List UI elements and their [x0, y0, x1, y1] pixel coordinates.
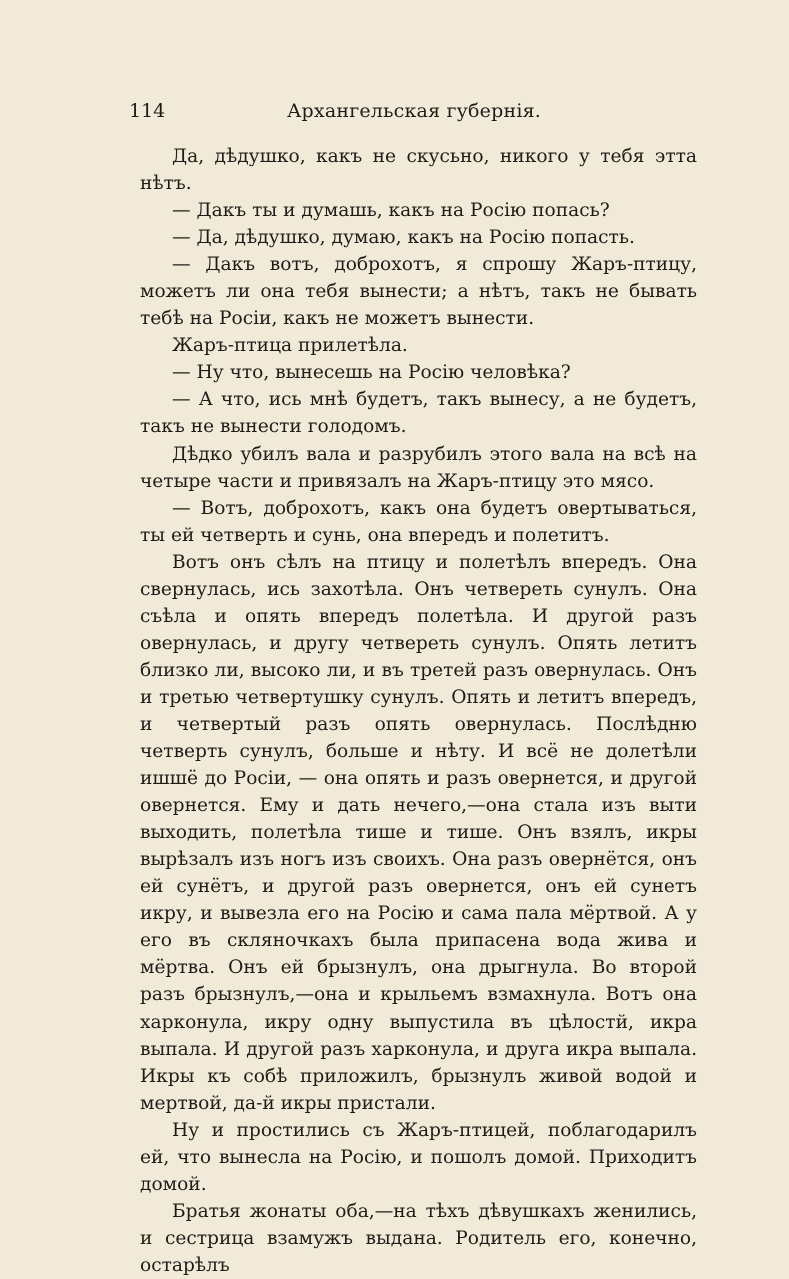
paragraph: — Дакъ вотъ, доброхотъ, я спрошу Жаръ-птицу, можетъ ли она тебя вынести; а нѣтъ, такъ не бывать тебѣ на Росiи, какъ не можетъ вынести. [140, 254, 697, 330]
page-number: 114 [129, 100, 166, 122]
running-title: Архангельская губернiя. [286, 100, 542, 122]
body-text [140, 143, 697, 1279]
paragraph: — Ну что, вынесешь на Росiю человѣка? [172, 362, 571, 384]
paragraph: Ну и простились съ Жаръ-птицей, поблагодарилъ ей, что вынесла на Росiю, и пошолъ домой. Приходитъ домой. [140, 1119, 697, 1195]
paragraph: — Дакъ ты и думашь, какъ на Росiю попась? [172, 200, 610, 222]
paragraph: Вотъ онъ сѣлъ на птицу и полетѣлъ впередъ. Она свернулась, ись захотѣла. Онъ четвереть сунулъ. Она съѣла и опять впередъ полетѣла. И другой разъ овернулась, и другу четвереть сунулъ. Опять летитъ близко ли, высоко ли, и въ третей разъ овернулась. Онъ и третью четвертушку сунулъ. Опять и летитъ впередъ, и четвертый разъ опять овернулась. Послѣдню четверть сунулъ, больше и нѣту. И всё не долетѣли ишшё до Росiи, — она опять и разъ овернется, и другой овернется. Ему и дать нечего,—она стала изъ выти выходить, полетѣла тише и тише. Онъ взялъ, икры вырѣзалъ изъ ногъ изъ своихъ. Она разъ овернётся, онъ ей сунётъ, и другой разъ овернется, онъ ей сунетъ икру, и вывезла его на Росiю и сама пала мёртвой. А у его въ скляночкахъ была припасена вода жива и мёртва. Онъ ей брызнулъ, она дрыгнула. Во второй разъ брызнулъ,—она и крыльемъ взмахнула. Вотъ она харконула, икру одну выпустила въ цѣлостй, икра выпала. И другой разъ харконула, и друга икра выпала. Икры къ собѣ приложилъ, брызнулъ живой водой и мертвой, да-й икры пристали. [140, 551, 697, 1114]
paragraph: Жаръ-птица прилетѣла. [172, 335, 408, 357]
paragraph: — Вотъ, доброхотъ, какъ она будетъ овертываться, ты ей четверть и сунь, она впередъ и полетитъ. [140, 497, 697, 546]
paragraph: — А что, ись мнѣ будетъ, такъ вынесу, а не будетъ, такъ не вынести голодомъ. [140, 389, 697, 438]
paragraph: Дѣдко убилъ вала и разрубилъ этого вала на всѣ на четыре части и привязалъ на Жаръ-птицу это мясо. [140, 443, 697, 492]
paragraph: Да, дѣдушко, какъ не скусьно, никого у тебя этта нѣтъ. [140, 146, 697, 195]
page-header [129, 100, 699, 130]
paragraph: — Да, дѣдушко, думаю, какъ на Росiю попасть. [172, 227, 635, 249]
paragraph: Братья жонаты оба,—на тѣхъ дѣвушкахъ женились, и сестрица взамужъ выдана. Родитель его, конечно, остарѣлъ [140, 1200, 697, 1276]
